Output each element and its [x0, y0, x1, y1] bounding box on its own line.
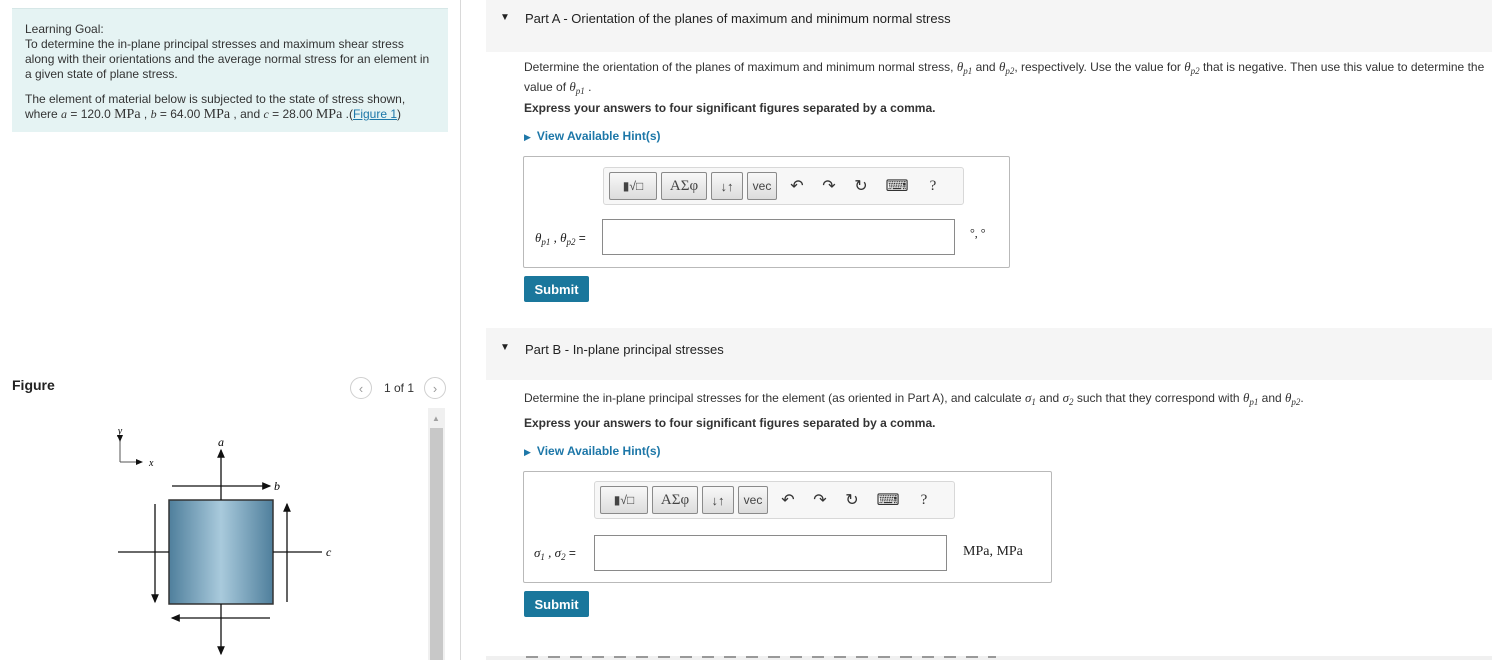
triangle-right-icon: ▶: [524, 132, 531, 142]
part-a-instruction: Express your answers to four significant figures separated by a comma.: [524, 101, 936, 115]
undo-icon[interactable]: ↶: [790, 178, 804, 195]
keyboard-icon[interactable]: ⌨: [876, 492, 900, 509]
part-b-math-toolbar: [594, 481, 955, 519]
collapse-caret-icon[interactable]: ▼: [500, 12, 510, 23]
part-b-header[interactable]: ▼ Part B - In-plane principal stresses: [486, 328, 1492, 380]
figure-nav: [350, 377, 446, 399]
figure-scrollbar[interactable]: [428, 408, 445, 660]
help-button[interactable]: ?: [929, 177, 937, 194]
part-b-title: In-plane principal stresses: [572, 342, 724, 357]
greek-symbols-button[interactable]: ΑΣφ: [652, 486, 698, 514]
part-b-answer-unit: MPa, MPa: [963, 544, 1023, 559]
figure-counter: 1 of 1: [384, 381, 415, 395]
vector-button[interactable]: vec: [738, 486, 768, 514]
figure-link[interactable]: Figure 1: [352, 107, 398, 121]
chevron-right-icon: ›: [432, 380, 438, 396]
collapse-caret-icon[interactable]: ▼: [500, 342, 510, 353]
problem-statement: The element of material below is subjected to the state of stress shown, where a = 120.0 MPa , b = 64.00 MPa , and c = 28.00 MPa .(Figure 1): [25, 92, 406, 122]
templates-button[interactable]: ▮√□: [609, 172, 657, 200]
next-part-header-cutoff: [486, 656, 1492, 660]
part-a-submit-button[interactable]: Submit: [524, 276, 589, 302]
triangle-right-icon: ▶: [524, 447, 531, 457]
label-c: c: [326, 545, 332, 559]
scrollbar-thumb[interactable]: [430, 428, 443, 660]
label-b: b: [274, 479, 280, 493]
part-b-question: Determine the in-plane principal stresses for the element (as oriented in Part A), and calculate $\sigma_1$ and $\sigma_2$ such that they correspond with $\theta_{p1}$ and $\theta_{p2}$.: [524, 390, 1304, 407]
reset-icon[interactable]: ↻: [854, 178, 868, 195]
templates-button[interactable]: ▮√□: [600, 486, 648, 514]
greek-symbols-button[interactable]: ΑΣφ: [661, 172, 707, 200]
pane-divider: [460, 0, 461, 660]
part-a-answer-unit: °, °: [970, 226, 986, 240]
redo-icon[interactable]: ↷: [813, 492, 827, 509]
part-b-submit-button[interactable]: Submit: [524, 591, 589, 617]
figure-canvas: [12, 408, 432, 660]
part-a-answer-label: $\theta_{p1}$ , $\theta_{p2}$ =: [535, 230, 586, 247]
redo-icon[interactable]: ↷: [822, 178, 836, 195]
undo-icon[interactable]: ↶: [781, 492, 795, 509]
help-button[interactable]: ?: [920, 491, 928, 508]
chevron-left-icon: ‹: [358, 380, 364, 396]
stress-element: [169, 500, 273, 604]
part-a-title: Orientation of the planes of maximum and minimum normal stress: [571, 11, 951, 26]
part-b-hint-link[interactable]: ▶ View Available Hint(s): [524, 444, 661, 458]
part-a-answer-input[interactable]: [602, 219, 955, 255]
scroll-up-icon[interactable]: ▲: [432, 414, 440, 423]
figure-title: Figure: [12, 377, 55, 393]
label-a: a: [218, 435, 224, 449]
reset-icon[interactable]: ↻: [845, 492, 859, 509]
learning-goal-panel: [12, 8, 448, 132]
arrows-button[interactable]: ↓↑: [702, 486, 734, 514]
axis-y-label: y: [117, 426, 123, 437]
part-a-label: Part A: [525, 11, 560, 26]
stress-element-diagram: [12, 408, 432, 660]
coordinate-axes: [117, 426, 154, 469]
keyboard-icon[interactable]: ⌨: [885, 178, 909, 195]
part-a-math-toolbar: [603, 167, 964, 205]
part-a-hint-link[interactable]: ▶ View Available Hint(s): [524, 129, 661, 143]
vector-button[interactable]: vec: [747, 172, 777, 200]
learning-goal-title: Learning Goal:: [25, 22, 104, 36]
part-a-question: Determine the orientation of the planes of maximum and minimum normal stress, $\theta_{p1}$ and $\theta_{p2}$, respectively. Use the value for $\theta_{p2}$ that is negative. Then use this value to determine the value of $\theta_{p1}$ .: [524, 59, 1485, 96]
arrows-button[interactable]: ↓↑: [711, 172, 743, 200]
next-figure-button[interactable]: [424, 377, 446, 399]
axis-x-label: x: [149, 458, 154, 469]
prev-figure-button[interactable]: [350, 377, 372, 399]
learning-goal-text: To determine the in-plane principal stresses and maximum shear stress along with their orientations and the average normal stress for an element in a given state of plane stress.: [25, 37, 430, 81]
part-b-label: Part B: [525, 342, 562, 357]
part-a-header[interactable]: ▼ Part A - Orientation of the planes of maximum and minimum normal stress: [486, 0, 1492, 52]
part-b-instruction: Express your answers to four significant figures separated by a comma.: [524, 416, 936, 430]
part-b-answer-label: $\sigma_1$ , $\sigma_2$ =: [534, 545, 576, 562]
part-b-answer-input[interactable]: [594, 535, 947, 571]
